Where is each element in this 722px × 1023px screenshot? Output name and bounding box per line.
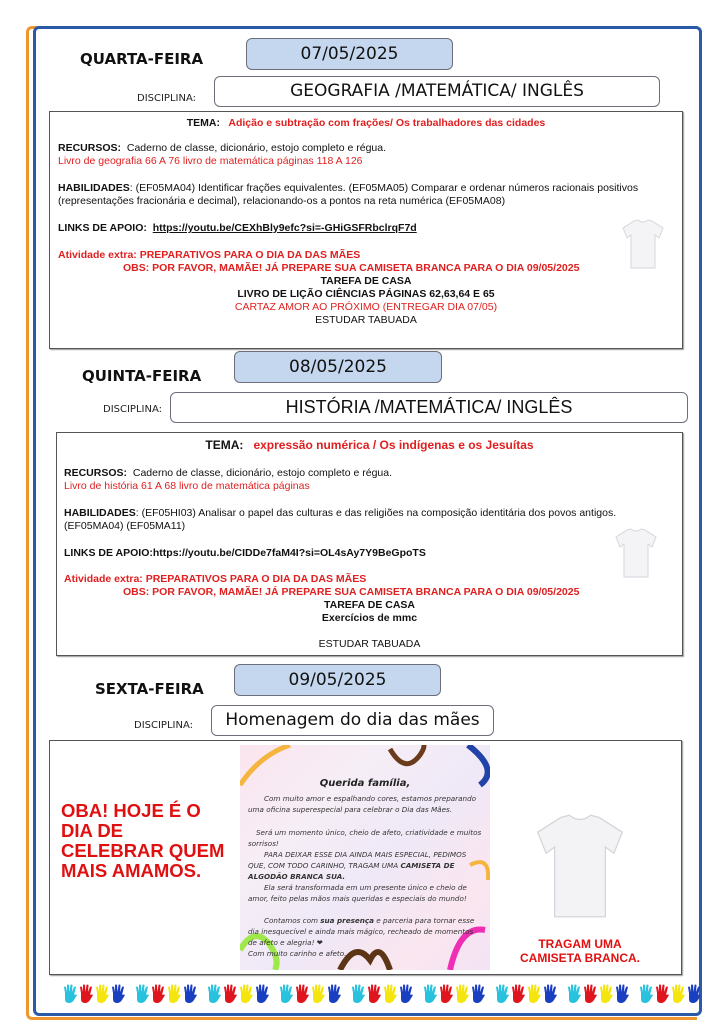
- hand-icon: [182, 984, 198, 1004]
- lesson-panel-thursday: [56, 432, 683, 656]
- recursos-line: [64, 467, 392, 479]
- livros-text: Livro de geografia 66 A 76 livro de matemática páginas 118 A 126: [58, 155, 363, 167]
- hand-icon: [638, 984, 654, 1004]
- habilidades-text-1: : (EF05MA04) Identificar frações equivalentes. (EF05MA05) Comparar e ordenar números racionais positivos: [129, 182, 639, 194]
- support-link[interactable]: https://youtu.be/CEXhBly9efc?si=-GHiGSFRbclrqF7d: [152, 222, 417, 234]
- hand-icon: [94, 984, 110, 1004]
- recursos-line: [58, 142, 386, 154]
- hand-icon: [422, 984, 438, 1004]
- hand-icon: [510, 984, 526, 1004]
- hand-group: [134, 984, 198, 1006]
- hand-icon: [382, 984, 398, 1004]
- hand-icon: [134, 984, 150, 1004]
- celebration-banner: [61, 801, 224, 881]
- tarefa-item-1: Exercícios de mmc: [321, 612, 418, 624]
- letter-signature: Com muito carinho e afeto.: [248, 949, 347, 958]
- hand-icon: [398, 984, 414, 1004]
- hand-icon: [110, 984, 126, 1004]
- hand-group: [206, 984, 270, 1006]
- extra-activity: Atividade extra: PREPARATIVOS PARA O DIA DA DAS MÃES: [64, 573, 367, 585]
- hand-icon: [326, 984, 342, 1004]
- tema-label: TEMA:: [186, 117, 220, 129]
- discipline-box-friday: Homenagem do dia das mães: [211, 705, 494, 736]
- hand-icon: [150, 984, 166, 1004]
- hand-icon: [470, 984, 486, 1004]
- letter-bold-text: CAMISETA DE ALGODÃO BRANCA SUA.: [248, 861, 455, 881]
- links-line: [58, 222, 417, 234]
- hand-group: [278, 984, 342, 1006]
- recursos-text: Caderno de classe, dicionário, estojo completo e régua.: [126, 142, 387, 154]
- links-label: LINKS DE APOIO:: [64, 547, 153, 559]
- livros-text: Livro de história 61 A 68 livro de matemática páginas: [64, 480, 310, 492]
- hand-icon: [438, 984, 454, 1004]
- hand-icon: [366, 984, 382, 1004]
- hand-icon: [238, 984, 254, 1004]
- hand-icon: [166, 984, 182, 1004]
- hand-icon: [494, 984, 510, 1004]
- obs-text: OBS: POR FAVOR, MAMÃE! JÁ PREPARE SUA CAMISETA BRANCA PARA O DIA 09/05/2025: [123, 586, 580, 598]
- discipline-label: DISCIPLINA:: [103, 404, 162, 415]
- hand-group: [422, 984, 486, 1006]
- date-box-wednesday: 07/05/2025: [246, 38, 453, 70]
- recursos-text: Caderno de classe, dicionário, estojo completo e régua.: [132, 467, 393, 479]
- white-tshirt-image: [530, 811, 630, 921]
- support-link[interactable]: https://youtu.be/CIDDe7faM4I?si=OL4sAy7Y9BeGpoTS: [152, 547, 426, 559]
- hand-icon: [78, 984, 94, 1004]
- discipline-label: DISCIPLINA:: [137, 93, 196, 104]
- habilidades-line-1: [64, 507, 616, 519]
- tarefa-item-1: LIVRO DE LIÇÃO CIÊNCIAS PÁGINAS 62,63,64 E 65: [237, 288, 495, 300]
- hand-icon: [310, 984, 326, 1004]
- hand-group: [494, 984, 558, 1006]
- hand-icon: [62, 984, 78, 1004]
- recursos-label: RECURSOS:: [64, 467, 128, 479]
- tarefa-title: TAREFA DE CASA: [323, 599, 415, 611]
- letter-paragraph: [248, 849, 482, 882]
- hand-group: [566, 984, 630, 1006]
- date-box-thursday: 08/05/2025: [234, 351, 442, 383]
- hand-icon: [542, 984, 558, 1004]
- date-box-friday: 09/05/2025: [234, 664, 441, 696]
- hand-icon: [294, 984, 310, 1004]
- obs-text: OBS: POR FAVOR, MAMÃE! JÁ PREPARE SUA CAMISETA BRANCA PARA O DIA 09/05/2025: [123, 262, 580, 274]
- hands-border-decoration: [62, 984, 708, 1006]
- hand-icon: [222, 984, 238, 1004]
- habilidades-label: HABILIDADES: [64, 507, 136, 519]
- hand-icon: [350, 984, 366, 1004]
- hand-icon: [654, 984, 670, 1004]
- hand-group: [62, 984, 126, 1006]
- tema-text: Adição e subtração com frações/ Os trabalhadores das cidades: [228, 117, 546, 129]
- extra-activity: Atividade extra: PREPARATIVOS PARA O DIA DA DAS MÃES: [58, 249, 361, 261]
- hand-icon: [598, 984, 614, 1004]
- tarefa-item-3: ESTUDAR TABUADA: [315, 314, 417, 326]
- hand-group: [638, 984, 702, 1006]
- hand-icon: [582, 984, 598, 1004]
- hand-icon: [206, 984, 222, 1004]
- letter-paragraph: Será um momento único, cheio de afeto, criatividade e muitos sorrisos!: [248, 828, 482, 848]
- family-letter-image: [240, 745, 490, 970]
- hand-icon: [454, 984, 470, 1004]
- banner-line: CELEBRAR QUEM: [61, 840, 225, 861]
- links-label: LINKS DE APOIO:: [58, 222, 147, 234]
- letter-paragraph: Ela será transformada em um presente único e cheio de amor, feito pelas mãos mais queridas e especiais do mundo!: [248, 883, 467, 903]
- tema-line: [57, 438, 682, 452]
- letter-paragraph: [248, 915, 482, 948]
- hand-icon: [254, 984, 270, 1004]
- letter-paragraph: Com muito amor e espalhando cores, estamos preparando uma oficina superespecial para celebrar o Dia das Mães.: [248, 794, 477, 814]
- habilidades-text-2: (representações fracionária e decimal), relacionando-os a pontos na reta numérica (EF05MA08): [58, 195, 506, 207]
- tarefa-item-3: ESTUDAR TABUADA: [318, 638, 421, 650]
- habilidades-text-2: (EF05MA04) (EF05MA11): [64, 520, 186, 532]
- habilidades-label: HABILIDADES: [58, 182, 130, 194]
- callout-line: CAMISETA BRANCA.: [520, 951, 640, 965]
- tarefa-item-2: CARTAZ AMOR AO PRÓXIMO (ENTREGAR DIA 07/05): [234, 301, 498, 313]
- tshirt-icon: [615, 527, 657, 579]
- habilidades-text-1: : (EF05HI03) Analisar o papel das culturas e das religiões na composição identitária dos povos antigos.: [135, 507, 617, 519]
- callout-line: TRAGAM UMA: [538, 937, 622, 951]
- discipline-box-wednesday: GEOGRAFIA /MATEMÁTICA/ INGLÊS: [214, 76, 660, 107]
- hand-icon: [278, 984, 294, 1004]
- recursos-label: RECURSOS:: [58, 142, 122, 154]
- tarefa-title: TAREFA DE CASA: [320, 275, 412, 287]
- banner-line: OBA! HOJE É O: [61, 800, 201, 821]
- banner-line: MAIS AMAMOS.: [61, 860, 202, 881]
- hand-icon: [526, 984, 542, 1004]
- letter-text: Contamos com: [264, 916, 318, 925]
- day-title-thursday: QUINTA-FEIRA: [82, 367, 202, 385]
- tema-text: expressão numérica / Os indígenas e os Jesuítas: [253, 438, 534, 452]
- letter-bold-text: sua presença: [320, 916, 374, 925]
- habilidades-line-1: [58, 182, 638, 194]
- letter-text: PARA DEIXAR ESSE DIA AINDA MAIS ESPECIAL, PEDIMOS QUE, COM TODO CARINHO, TRAGAM UMA: [248, 850, 467, 870]
- tshirt-callout: [490, 937, 670, 965]
- discipline-label: DISCIPLINA:: [134, 720, 193, 731]
- hand-group: [350, 984, 414, 1006]
- hand-icon: [670, 984, 686, 1004]
- banner-line: DIA DE: [61, 820, 124, 841]
- day-title-wednesday: QUARTA-FEIRA: [80, 50, 204, 68]
- day-title-friday: SEXTA-FEIRA: [95, 680, 204, 698]
- hand-icon: [686, 984, 702, 1004]
- letter-text: e parceria para tornar esse dia inesquecível e ainda mais mágico, recheado de momentos de afeto e alegria! ❤: [248, 916, 475, 947]
- tema-label: TEMA:: [205, 438, 244, 452]
- tema-line: [50, 117, 682, 129]
- letter-title: Querida família,: [319, 778, 411, 789]
- discipline-box-thursday: HISTÓRIA /MATEMÁTICA/ INGLÊS: [170, 392, 688, 423]
- tshirt-icon: [622, 218, 664, 270]
- hand-icon: [566, 984, 582, 1004]
- hand-icon: [614, 984, 630, 1004]
- links-line: [64, 547, 426, 559]
- lesson-panel-wednesday: [49, 111, 683, 349]
